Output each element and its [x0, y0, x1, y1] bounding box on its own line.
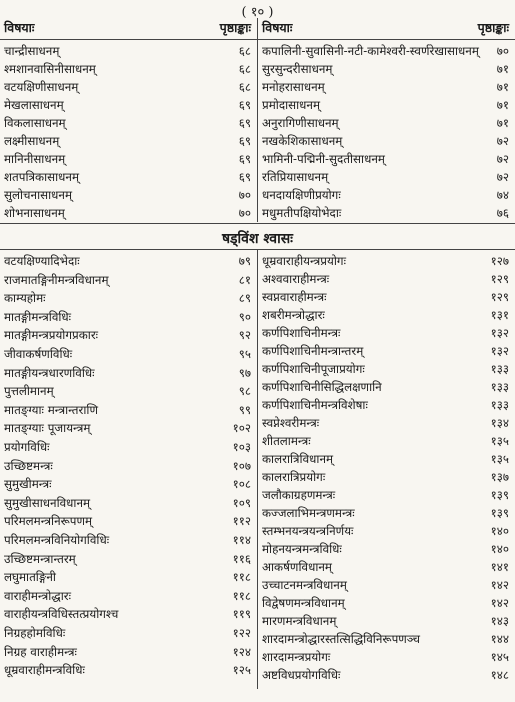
entry-page: ९५: [238, 347, 251, 361]
toc-entry: [0, 475, 257, 493]
toc-entry: [0, 252, 257, 270]
toc-entry: [0, 96, 257, 114]
entry-page: १३९: [490, 506, 509, 520]
entry-page: ७१: [496, 116, 509, 130]
toc-entry: [258, 132, 515, 150]
entry-page: १४२: [490, 596, 509, 610]
toc-entry: [258, 42, 515, 60]
entry-title: निग्रह वाराहीमन्त्रः: [4, 644, 77, 659]
entry-page: १४०: [490, 524, 509, 538]
toc-entry: [258, 540, 515, 558]
entry-page: ११८: [232, 588, 251, 603]
entry-page: ६९: [238, 152, 251, 166]
subject-heading: विषयाः: [4, 20, 35, 35]
toc-entry: [258, 306, 515, 324]
entry-page: १३२: [490, 326, 509, 340]
entry-title: धूम्रवाराहीमन्त्रविधिः: [4, 663, 85, 678]
toc-entry: [0, 531, 257, 549]
toc-entry: [258, 168, 515, 186]
toc-entry: [0, 624, 257, 642]
entry-title: स्वप्नवाराहीमन्त्रः: [262, 290, 327, 304]
entry-page: ६९: [238, 134, 251, 148]
entry-page: ६९: [238, 116, 251, 130]
entry-page: १३९: [490, 488, 509, 502]
entry-title: वटयक्षिणीसाधनम्: [4, 80, 79, 94]
entry-title: मातङ्गीयन्त्रधारणविधिः: [4, 365, 95, 380]
entry-page: १४८: [490, 668, 509, 682]
entry-page: १३५: [490, 434, 509, 448]
entry-page: १२९: [490, 290, 509, 304]
entry-page: १४१: [490, 560, 509, 574]
entry-page: १३४: [490, 416, 509, 430]
page-heading: पृष्ठाङ्काः: [219, 20, 251, 35]
top-right-header: [258, 18, 515, 38]
entry-page: ११६: [232, 551, 251, 566]
entry-title: धूम्रवाराहीयन्त्रप्रयोगः: [262, 254, 346, 268]
entry-title: कालरात्रिविधानम्: [262, 452, 334, 466]
entry-page: १०२: [232, 421, 251, 436]
entry-page: ६९: [238, 98, 251, 112]
entry-title: मातङ्ग्याः मन्त्रान्तराणि: [4, 402, 98, 417]
toc-entry: [258, 150, 515, 168]
entry-title: मधुमतीपक्षियोभेदाः: [262, 206, 342, 220]
entry-page: ७२: [496, 134, 509, 148]
toc-entry: [0, 438, 257, 456]
toc-entry: [0, 271, 257, 289]
entry-title: शबरीमन्त्रोद्धारः: [262, 308, 325, 322]
toc-entry: [258, 666, 515, 684]
entry-title: मनोहरासाधनम्: [262, 80, 325, 94]
toc-entry: [0, 345, 257, 363]
entry-page: ६८: [238, 80, 251, 94]
entry-title: सुरसुन्दरीसाधनम्: [262, 62, 333, 76]
entry-page: १४०: [490, 542, 509, 556]
entry-title: मारणमन्त्रविधानम्: [262, 614, 337, 628]
entry-page: ९८: [238, 384, 251, 399]
entry-title: उच्छिष्टमन्त्रः: [4, 458, 53, 473]
entry-page: ७०: [238, 206, 251, 220]
entry-title: अनुरागिणीसाधनम्: [262, 116, 339, 130]
toc-entry: [258, 504, 515, 522]
toc-entry: [0, 204, 257, 222]
toc-entry: [0, 457, 257, 475]
entry-title: प्रयोगविधिः: [4, 440, 50, 454]
entry-title: विकलासाधनम्: [4, 116, 66, 130]
entry-title: शतपत्रिकासाधनम्: [4, 170, 80, 184]
entry-page: ७१: [496, 62, 509, 76]
entry-title: स्वप्नेश्वरीमन्त्रः: [262, 416, 320, 430]
entry-title: रतिप्रियासाधनम्: [262, 170, 329, 184]
toc-entry: [258, 270, 515, 288]
entry-title: मातङ्गीमन्त्रविधिः: [4, 309, 72, 324]
top-right-column: [258, 42, 515, 222]
entry-page: १०३: [232, 440, 251, 454]
toc-entry: [0, 42, 257, 60]
toc-entry: [258, 486, 515, 504]
toc-entry: [0, 587, 257, 605]
toc-entry: [0, 364, 257, 382]
entry-title: भामिनी-पद्मिनी-सुदतीसाधनम्: [262, 152, 385, 166]
entry-page: १३७: [490, 470, 509, 484]
entry-title: मानिनीसाधनम्: [4, 152, 66, 166]
entry-page: ९७: [238, 365, 251, 380]
entry-page: १२२: [232, 626, 251, 640]
entry-page: ९९: [238, 402, 251, 417]
entry-title: मोहनयन्त्रमन्त्रविधिः: [262, 542, 342, 556]
entry-page: ७०: [496, 44, 509, 58]
toc-entry: [0, 494, 257, 512]
entry-title: राजमातङ्गिनीमन्त्रविधानम्: [4, 272, 109, 287]
toc-entry: [258, 612, 515, 630]
entry-title: आकर्षणविधानम्: [262, 560, 332, 574]
toc-entry: [0, 78, 257, 96]
entry-title: लक्ष्मीसाधनम्: [4, 134, 60, 148]
toc-entry: [0, 661, 257, 679]
toc-entry: [258, 288, 515, 306]
entry-page: ७९: [238, 254, 251, 268]
entry-title: उच्छिष्टमन्त्रान्तरम्: [4, 551, 76, 566]
entry-title: मातङ्गीमन्त्रप्रयोगप्रकारः: [4, 328, 99, 343]
toc-entry: [258, 60, 515, 78]
toc-entry: [0, 186, 257, 204]
entry-page: ६८: [238, 62, 251, 76]
entry-page: ७६: [496, 206, 509, 220]
toc-entry: [0, 60, 257, 78]
entry-page: १३५: [490, 452, 509, 466]
entry-page: ७२: [496, 170, 509, 184]
toc-entry: [258, 594, 515, 612]
entry-page: १३१: [490, 308, 509, 322]
page-heading: पृष्ठाङ्काः: [477, 20, 509, 35]
toc-entry: [0, 308, 257, 326]
toc-entry: [258, 342, 515, 360]
toc-entry: [0, 168, 257, 186]
toc-entry: [258, 396, 515, 414]
entry-title: वटयक्षिण्यादिभेदाः: [4, 254, 80, 268]
bottom-right-column: [258, 252, 515, 692]
entry-page: १०८: [232, 477, 251, 492]
entry-title: कपालिनी-सुवासिनी-नटी-कामेश्वरी-स्वर्णरेखासाधनम्: [262, 44, 479, 58]
toc-entry: [0, 132, 257, 150]
toc-entry: [258, 630, 515, 648]
entry-page: १२९: [490, 272, 509, 286]
entry-page: ७१: [496, 98, 509, 112]
toc-entry: [258, 522, 515, 540]
entry-title: श्मशानवासिनीसाधनम्: [4, 62, 96, 76]
toc-entry: [0, 550, 257, 568]
entry-title: सुमुखीसाधनविधानम्: [4, 495, 91, 510]
toc-entry: [0, 419, 257, 437]
entry-title: अश्ववाराहीमन्त्रः: [262, 272, 330, 286]
toc-entry: [258, 114, 515, 132]
entry-title: कर्णपिशाचिनीपूजाप्रयोगः: [262, 362, 365, 376]
entry-page: १३३: [490, 398, 509, 412]
toc-entry: [258, 414, 515, 432]
toc-entry: [258, 576, 515, 594]
entry-title: वाराहीयन्त्रविधिस्तत्प्रयोगश्च: [4, 607, 119, 622]
toc-entry: [258, 378, 515, 396]
entry-page: १४२: [490, 578, 509, 592]
entry-title: कर्णपिशाचिनीसिद्धिलक्षणानि: [262, 380, 382, 394]
top-left-column: [0, 42, 257, 222]
entry-page: ८१: [238, 272, 251, 287]
entry-page: ७१: [496, 80, 509, 94]
entry-title: सुमुखीमन्त्रः: [4, 477, 52, 492]
entry-title: परिमलमन्त्रविनियोगविधिः: [4, 533, 110, 547]
entry-page: ११२: [232, 514, 251, 529]
entry-page: १३३: [490, 380, 509, 394]
toc-entry: [0, 512, 257, 530]
entry-title: चान्द्रीसाधनम्: [4, 44, 60, 58]
entry-page: ८९: [238, 291, 251, 306]
entry-page: ६८: [238, 44, 251, 58]
entry-page: ७०: [238, 188, 251, 202]
entry-title: जीवाकर्षणविधिः: [4, 347, 73, 361]
toc-entry: [0, 114, 257, 132]
entry-page: ६९: [238, 170, 251, 184]
entry-page: १३३: [490, 362, 509, 376]
toc-entry: [0, 643, 257, 661]
entry-title: कर्णपिशाचिनीमन्त्रान्तरम्: [262, 344, 364, 358]
entry-title: कर्णपिशाचिनीमन्त्रः: [262, 326, 341, 340]
entry-title: मेखलासाधनम्: [4, 98, 64, 112]
page-number: ( १० ): [241, 5, 274, 20]
entry-page: १३२: [490, 344, 509, 358]
entry-title: शीतलामन्त्रः: [262, 434, 311, 448]
entry-title: उच्चाटनमन्त्रविधानम्: [262, 578, 347, 592]
entry-page: ११८: [232, 570, 251, 585]
entry-page: १४४: [490, 632, 509, 646]
entry-title: पुत्तलीमानम्: [4, 384, 54, 399]
entry-title: मातङ्ग्याः पूजायन्त्रम्: [4, 421, 91, 436]
entry-title: शारदामन्त्रोद्धारस्तत्सिद्धिविनिरूपणञ्च: [262, 632, 421, 646]
toc-entry: [258, 324, 515, 342]
entry-title: शारदामन्त्रप्रयोगः: [262, 650, 331, 664]
entry-title: जलौकाग्रहणमन्त्रः: [262, 488, 336, 502]
entry-title: कालरात्रिप्रयोगः: [262, 470, 326, 484]
entry-page: ७२: [496, 152, 509, 166]
entry-title: परिमलमन्त्रनिरूपणम्: [4, 514, 93, 529]
entry-title: धनदायक्षिणीप्रयोगः: [262, 188, 341, 202]
top-left-header: [0, 18, 257, 38]
entry-title: अष्टविधप्रयोगविधिः: [262, 668, 341, 682]
entry-title: प्रमोदासाधनम्: [262, 98, 321, 112]
toc-entry: [258, 78, 515, 96]
subject-heading: विषयाः: [262, 20, 293, 35]
toc-entry: [0, 568, 257, 586]
entry-page: १०९: [232, 495, 251, 510]
toc-entry: [258, 558, 515, 576]
toc-entry: [258, 96, 515, 114]
toc-entry: [258, 252, 515, 270]
section-title: षड्विंश श्वासः: [221, 231, 294, 247]
entry-title: लघुमातङ्गिनी: [4, 570, 56, 585]
toc-entry: [0, 326, 257, 344]
toc-entry: [0, 289, 257, 307]
entry-title: सुलोचनासाधनम्: [4, 188, 73, 202]
entry-title: शोभनासाधनम्: [4, 206, 65, 220]
toc-entry: [258, 204, 515, 222]
entry-page: ९२: [238, 328, 251, 343]
entry-title: वाराहीमन्त्रोद्धारः: [4, 588, 71, 603]
entry-page: १०७: [232, 458, 251, 473]
toc-entry: [258, 468, 515, 486]
toc-entry: [0, 401, 257, 419]
section-rule-top: [0, 223, 515, 224]
entry-page: १२४: [232, 644, 251, 659]
entry-page: ९०: [238, 309, 251, 324]
entry-title: स्तम्भनयन्त्रयन्त्रनिर्णयः: [262, 524, 354, 538]
entry-title: नखकेशिकासाधनम्: [262, 134, 343, 148]
toc-entry: [0, 382, 257, 400]
entry-page: १४५: [490, 650, 509, 664]
entry-title: कज्जलाभिमन्त्रणमन्त्रः: [262, 506, 355, 520]
entry-page: १४३: [490, 614, 509, 628]
toc-entry: [0, 150, 257, 168]
entry-page: ७४: [496, 188, 509, 202]
entry-page: १२७: [490, 254, 509, 268]
entry-title: कर्णपिशाचिनीमन्त्रविशेषाः: [262, 398, 368, 412]
bottom-left-column: [0, 252, 257, 692]
entry-page: ११४: [232, 533, 251, 547]
entry-title: निग्रहहोमविधिः: [4, 626, 66, 640]
entry-page: १२५: [232, 663, 251, 678]
toc-entry: [258, 450, 515, 468]
toc-entry: [258, 186, 515, 204]
toc-entry: [0, 605, 257, 623]
toc-entry: [258, 432, 515, 450]
entry-title: काम्यहोमः: [4, 291, 46, 306]
entry-page: ११९: [232, 607, 251, 622]
entry-title: विद्वेषणमन्त्रविधानम्: [262, 596, 345, 610]
toc-entry: [258, 360, 515, 378]
toc-entry: [258, 648, 515, 666]
